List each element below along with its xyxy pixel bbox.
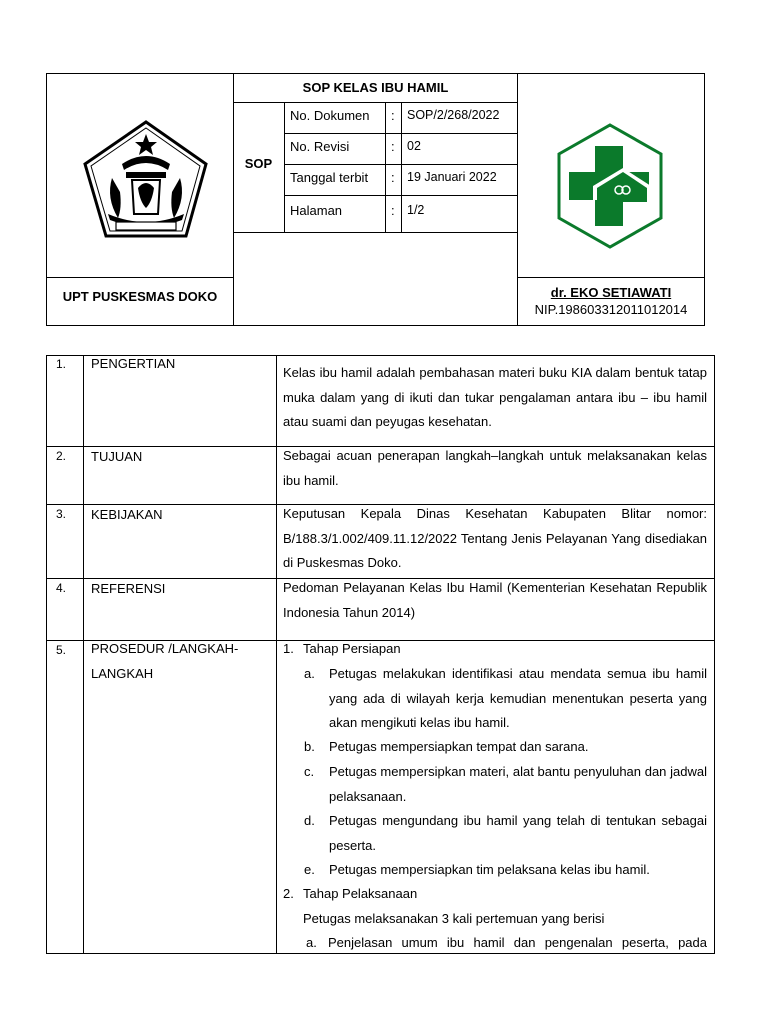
- section-title-prosedur-line1: PROSEDUR /LANGKAH-: [91, 641, 239, 656]
- field-label-no-revisi: No. Revisi: [290, 139, 350, 154]
- section-text-pengertian: Kelas ibu hamil adalah pembahasan materi buku KIA dalam bentuk tatap muka dalam yang di ikuti dan tukar pengalaman antara ibu – ibu hamil atau suami dan peyugas kesehatan.: [283, 365, 707, 429]
- section-title-pengertian: PENGERTIAN: [91, 356, 176, 371]
- step-title-pelaksanaan: Tahap Pelaksanaan: [303, 886, 418, 901]
- sop-label: SOP: [244, 156, 273, 171]
- section-title-referensi: REFERENSI: [91, 581, 166, 596]
- list-marker: e.: [304, 862, 315, 877]
- signer-name: dr. EKO SETIAWATI: [550, 285, 672, 300]
- section-text-tujuan: Sebagai acuan penerapan langkah–langkah untuk melaksanakan kelas ibu hamil.: [283, 448, 707, 488]
- field-value-no-dokumen: SOP/2/268/2022: [407, 108, 500, 122]
- section-number: 1.: [56, 357, 67, 371]
- document-title: SOP KELAS IBU HAMIL: [302, 80, 449, 95]
- kabupaten-blitar-logo: [82, 118, 210, 242]
- org-name: UPT PUSKESMAS DOKO: [62, 289, 218, 304]
- field-label-no-dokumen: No. Dokumen: [290, 108, 370, 123]
- section-title-prosedur-line2: LANGKAH: [91, 666, 154, 681]
- step-intro: Petugas melaksanakan 3 kali pertemuan yang berisi: [303, 911, 605, 926]
- puskesmas-logo: [555, 122, 665, 252]
- field-sep: :: [391, 139, 395, 154]
- list-item: Petugas mempersiapkan tempat dan sarana.: [329, 739, 589, 754]
- field-sep: :: [391, 170, 395, 185]
- step-number: 1.: [283, 641, 294, 656]
- list-item: Petugas mempersipkan materi, alat bantu penyuluhan dan jadwal pelaksanaan.: [329, 764, 707, 804]
- list-item: Penjelasan umum ibu hamil dan pengenalan peserta, pada: [328, 935, 707, 950]
- list-marker: c.: [304, 764, 315, 779]
- section-text-kebijakan: Keputusan Kepala Dinas Kesehatan Kabupaten Blitar nomor: B/188.3/1.002/409.11.12/2022 Tentang Jenis Pelayanan Yang disediakan di Puskesmas Doko.: [283, 506, 707, 570]
- section-number: 2.: [56, 449, 67, 463]
- field-value-no-revisi: 02: [407, 139, 421, 153]
- list-item: Petugas mempersiapkan tim pelaksana kelas ibu hamil.: [329, 862, 650, 877]
- list-marker: b.: [304, 739, 315, 754]
- field-label-tanggal-terbit: Tanggal terbit: [290, 170, 369, 185]
- step-title-persiapan: Tahap Persiapan: [303, 641, 401, 656]
- field-sep: :: [391, 108, 395, 123]
- list-item: Petugas mengundang ibu hamil yang telah di tentukan sebagai peserta.: [329, 813, 707, 853]
- section-text-referensi: Pedoman Pelayanan Kelas Ibu Hamil (Kementerian Kesehatan Republik Indonesia Tahun 2014): [283, 580, 707, 620]
- section-number: 4.: [56, 581, 67, 595]
- list-marker: a.: [304, 666, 315, 681]
- field-value-tanggal-terbit: 19 Januari 2022: [407, 170, 497, 184]
- step-number: 2.: [283, 886, 294, 901]
- section-number: 5.: [56, 643, 67, 657]
- field-value-halaman: 1/2: [407, 203, 425, 217]
- list-marker: d.: [304, 813, 315, 828]
- section-title-kebijakan: KEBIJAKAN: [91, 507, 163, 522]
- signer-nip: NIP.198603312011012014: [534, 302, 688, 317]
- list-item: Petugas melakukan identifikasi atau mendata semua ibu hamil yang ada di wilayah kerja kemudian menentukan peserta yang akan mengikuti kelas ibu hamil.: [329, 666, 707, 730]
- section-title-tujuan: TUJUAN: [91, 449, 143, 464]
- list-marker: a.: [306, 935, 317, 950]
- field-sep: :: [391, 203, 395, 218]
- field-label-halaman: Halaman: [290, 203, 343, 218]
- section-number: 3.: [56, 507, 67, 521]
